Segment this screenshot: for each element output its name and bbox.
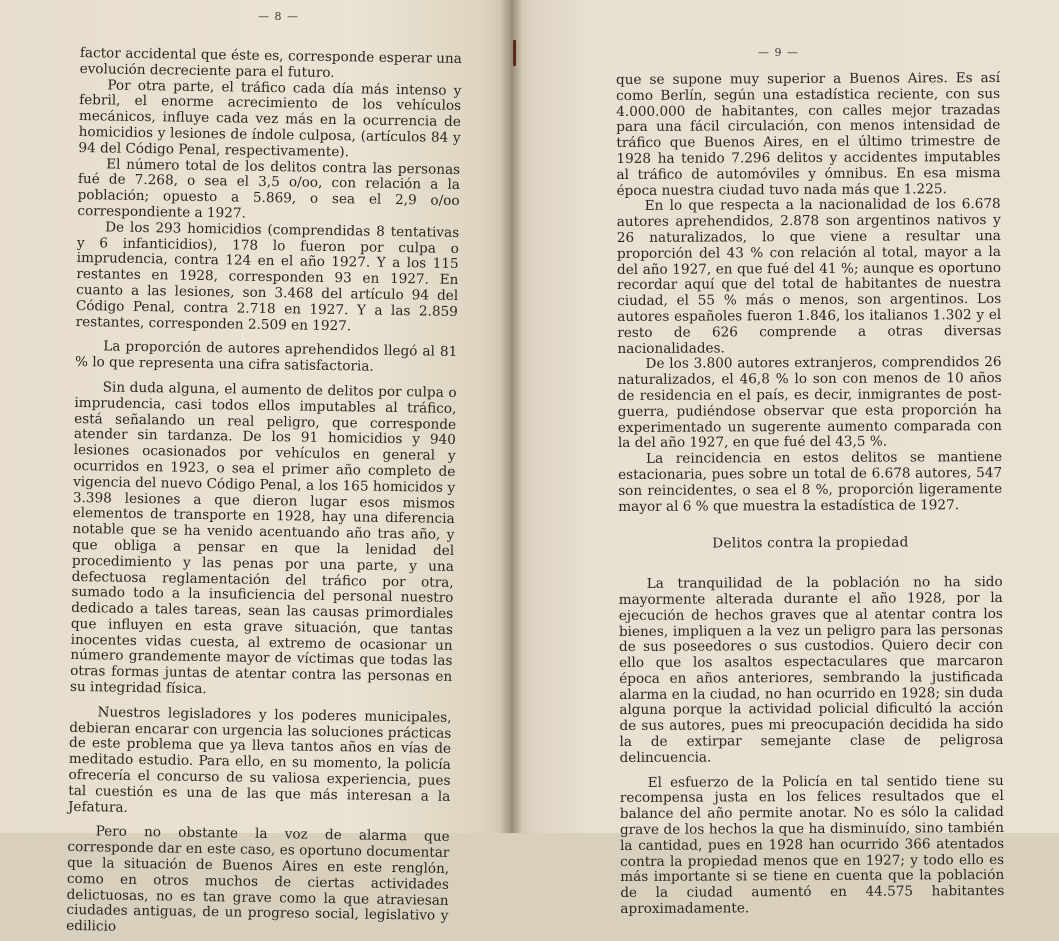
paragraph: En lo que respecta a la nacionalidad de los 6.678 autores aprehendidos, 2.878 son argentinos nativos y 26 naturalizados, lo que viene a resultar una proporción del 43 % con relación al total, mayor a la del año 1927, en que fué del 41 %; aunque es oportuno recordar aquí que del total de habitantes de nuestra ciudad, el 55 % más o menos, son argentinos. Los autores españoles fueron 1.846, los italianos 1.302 y el resto de 626 comprende a otras diversas nacionalidades.	[616, 196, 1002, 357]
book-gutter	[500, 0, 522, 833]
gutter-stain	[513, 40, 516, 66]
paragraph: Pero no obstante la voz de alarma que corresponde dar en este caso, es oportuno documentar que la situación de Buenos Aires en este renglón, como en otros muchos de ciertas actividades delictuosas, no es tan grave como la que atraviesan ciudades antiguas, de un progreso social, legislativo y edilicio	[66, 823, 450, 935]
right-page-body	[616, 71, 1004, 918]
paragraph: que se supone muy superior a Buenos Aires. Es así como Berlín, según una estadística reciente, con sus 4.000.000 de habitantes, con calles mejor trazadas para una fácil circulación, con menos intensidad de tráfico que Buenos Aires, en el último trimestre de 1928 ha tenido 7.296 delitos y accidentes imputables al tráfico de automóviles y ómnibus. En esa misma época nuestra ciudad tuvo nada más que 1.225.	[615, 69, 1001, 199]
right-page	[510, 0, 1059, 918]
paragraph: Sin duda alguna, el aumento de delitos por culpa o imprudencia, casi todos ellos imputables al tráfico, está señalando un real peligro, que corresponde atender sin tardanza. De los 91 homicidios y 940 lesiones ocasionados por vehículos en general y ocurridos en 1923, o sea el primer año completo de vigencia del nuevo Código Penal, a los 165 homicidos y 3.398 lesiones a que dieron lugar esos mismos elementos de transporte en 1928, hay una diferencia notable que se ha venido acentuando año tras año, y que obliga a pensar en que la lenidad del procedimiento y las penas por una parte, y una defectuosa reglamentación del tráfico por otra, sumado todo a la insuficiencia del personal nuestro dedicado a tales tareas, sean las causas primordiales que influyen en esta grave situación, que tantas inocentes vidas cuesta, al extremo de ocasionar un número grandemente mayor de víctimas que todas las otras formas juntas de atentar contra las personas en su integridad física.	[69, 379, 457, 698]
left-page-body	[66, 46, 462, 941]
paragraph: Por otra parte, el tráfico cada día más intenso y febril, el enorme acrecimiento de los vehículos mecánicos, influye cada vez más en la ocurrencia de homicidios y lesiones de índole culposa, (artículos 84 y 94 del Código Penal, respectivamente).	[78, 77, 462, 161]
paragraph: La proporción de autores aprehendidos llegó al 81 % lo que representa una cifra satisfactoria.	[74, 338, 458, 375]
paragraph: Nuestros legisladores y los poderes municipales, debieran encarar con urgencia las soluciones prácticas de este problema que ya lleva tantos años en vías de meditado estudio. Para ello, en su momento, la policía ofrecería el concurso de su valiosa experiencia, pues tal cuestión es una de las que más interesan a la Jefatura.	[67, 704, 452, 816]
paragraph: El esfuerzo de la Policía en tal sentido tiene su recompensa justa en los felices resultados que el balance del año permite anotar. No es sólo la calidad grave de los hechos la que ha disminuído, sino también la cantidad, pues en 1928 han ocurrido 366 atentados contra la propiedad menos que en 1927; y todo ello es más importante si se tiene en cuenta que la población de la ciudad aumentó en 44.575 habitantes aproximadamente.	[619, 772, 1005, 918]
paragraph: De los 3.800 autores extranjeros, comprendidos 26 naturalizados, el 46,8 % lo son con menos de 10 años de residencia en el país, es decir, inmigrantes de post-guerra, pudiéndose observar que esta proporción ha experimentado un sugerente aumento comparada con la del año 1927, en que fué del 43,5 %.	[617, 354, 1002, 452]
paragraph: factor accidental que éste es, corresponde esperar una evolución decreciente para el futuro.	[79, 45, 462, 81]
page-number-left: — 8 —	[258, 10, 299, 23]
paragraph: El número total de los delitos contra las personas fué de 7.268, o sea el 3,5 o/oo, con relación a la población; opuesto a 5.869, o sea el 2,9 o/oo correspondiente a 1927.	[77, 156, 461, 222]
paragraph: La reincidencia en estos delitos se mantiene estacionaria, pues sobre un total de 6.678 autores, 547 son reincidentes, o sea el 8 %, proporción ligeramente mayor al 6 % que muestra la estadística de 1927.	[618, 449, 1003, 515]
section-heading: Delitos contra la propiedad	[712, 534, 909, 552]
paragraph: De los 293 homicidios (comprendidas 8 tentativas y 6 infanticidios), 178 lo fueron por culpa o imprudencia, contra 124 en el año 1927. Y a los 115 restantes en 1928, corresponden 93 en 1927. En cuanto a las lesiones, son 3.468 del artículo 94 del Código Penal, contra 2.718 en 1927. Y a las 2.859 restantes, corresponden 2.509 en 1927.	[75, 219, 460, 334]
paragraph: La tranquilidad de la población no ha sido mayormente alterada durante el año 1928, por la ejecución de hechos graves que al atentar contra los bienes, impliquen a la vez un peligro para las personas de sus poseedores o sus custodios. Quiero decir con ello que los asaltos espectaculares que marcaron época en años anteriores, sembrando la justificada alarma en la ciudad, no han ocurrido en 1928; sin duda alguna porque la actividad policial dificultó la acción de sus autores, pues mi preocupación decidida ha sido la de extirpar semejante clase de peligrosa delincuencia.	[618, 574, 1004, 766]
page-number-right: — 9 —	[758, 46, 799, 59]
left-page	[0, 0, 510, 935]
